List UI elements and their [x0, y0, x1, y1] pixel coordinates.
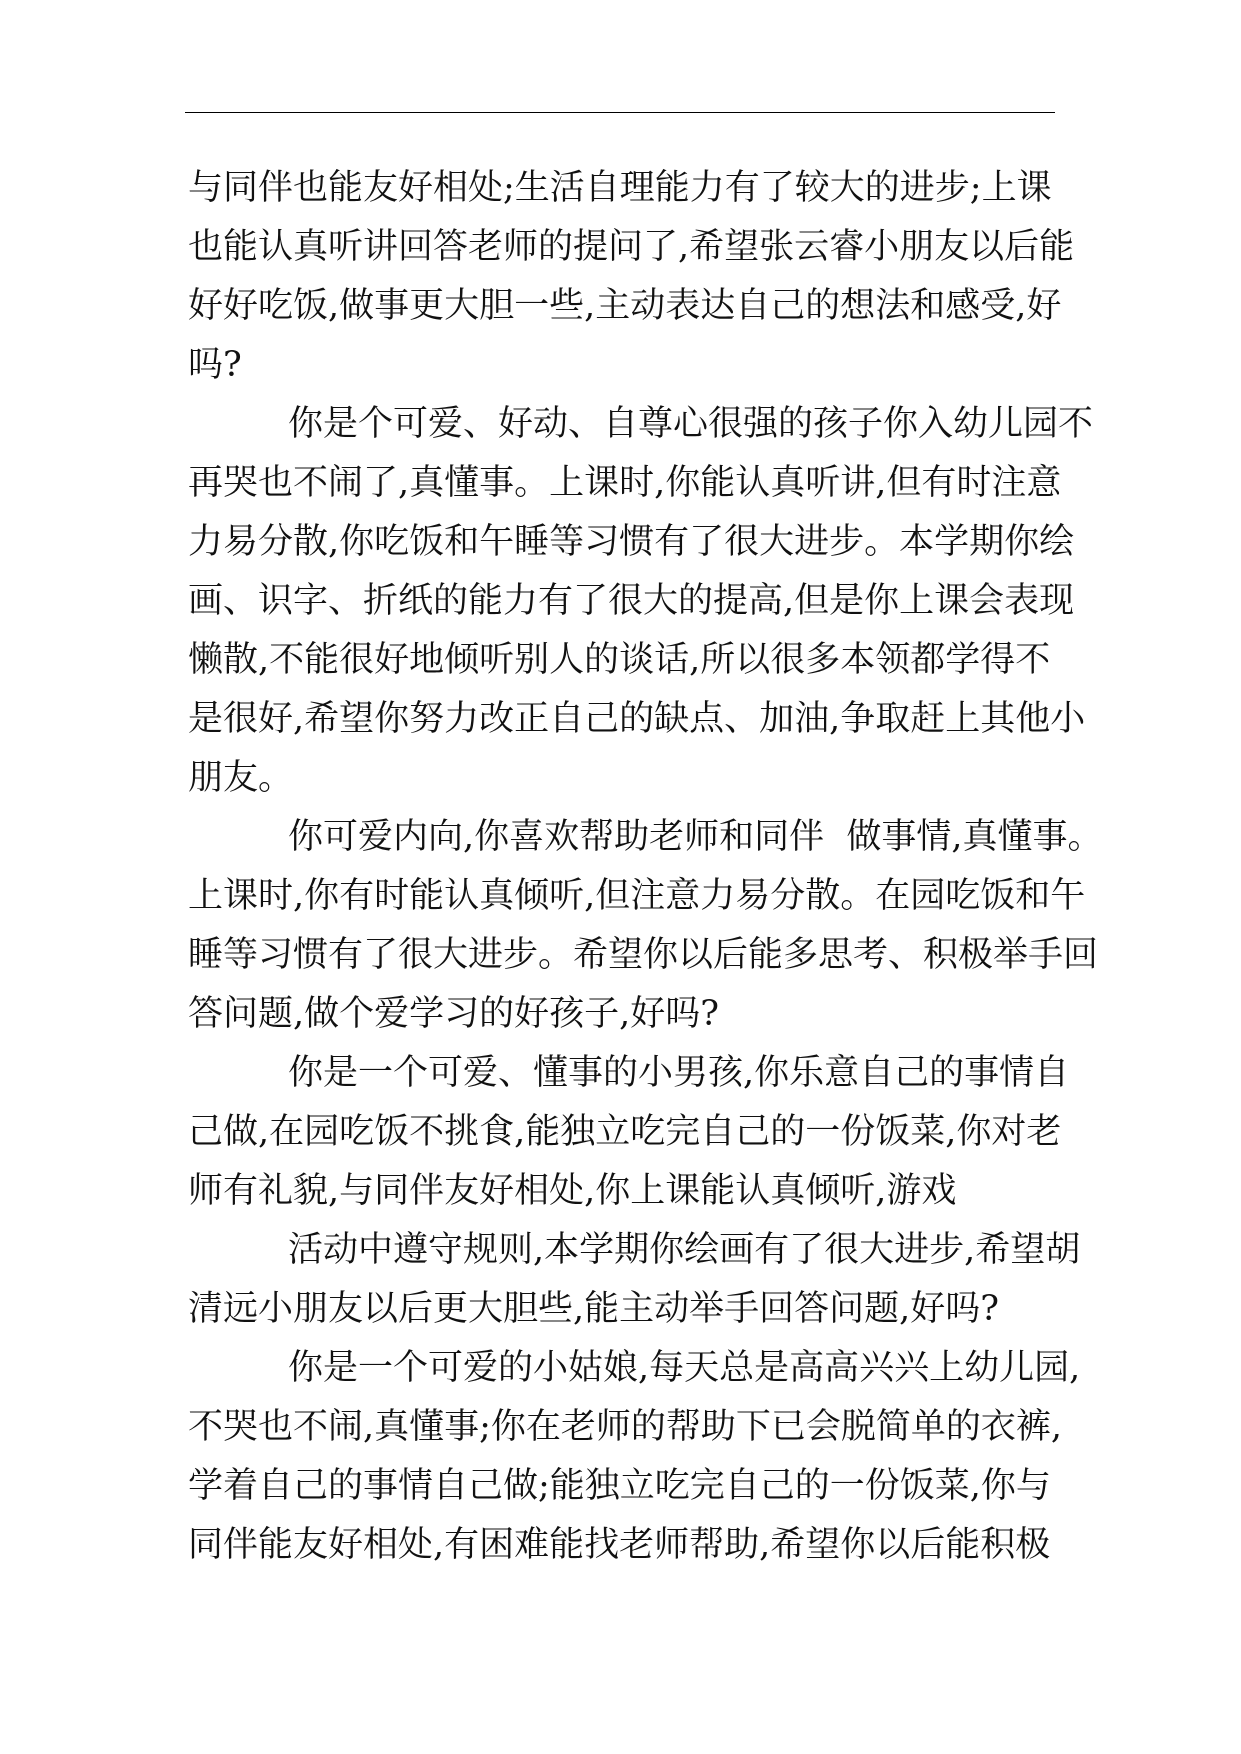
text-line: 好好吃饭,做事更大胆一些,主动表达自己的想法和感受,好: [188, 286, 1062, 326]
text-line: 是很好,希望你努力改正自己的缺点、加油,争取赶上其他小: [188, 699, 1086, 739]
text-line: 上课时,你有时能认真倾听,但注意力易分散。在园吃饭和午: [188, 876, 1086, 916]
text-line: 画、识字、折纸的能力有了很大的提高,但是你上课会表现: [188, 581, 1075, 621]
text-line: 力易分散,你吃饭和午睡等习惯有了很大进步。本学期你绘: [188, 522, 1075, 562]
text-line: 答问题,做个爱学习的好孩子,好吗?: [188, 994, 720, 1034]
text-line: 也能认真听讲回答老师的提问了,希望张云睿小朋友以后能: [188, 227, 1075, 267]
text-line: 师有礼貌,与同伴友好相处,你上课能认真倾听,游戏: [188, 1171, 957, 1211]
header-rule: [185, 112, 1055, 113]
text-line: 不哭也不闹,真懂事;你在老师的帮助下已会脱简单的衣裤,: [188, 1407, 1063, 1447]
text-line: 己做,在园吃饭不挑食,能独立吃完自己的一份饭菜,你对老: [188, 1112, 1062, 1152]
text-line: 睡等习惯有了很大进步。希望你以后能多思考、积极举手回: [188, 935, 1099, 975]
paragraph-first-line: 你是一个可爱的小姑娘,每天总是高高兴兴上幼儿园,: [288, 1348, 1081, 1388]
paragraph-first-line: 你可爱内向,你喜欢帮助老师和同伴 做事情,真懂事。: [288, 817, 1103, 857]
paragraph-first-line: 你是一个可爱、懂事的小男孩,你乐意自己的事情自: [288, 1053, 1070, 1093]
text-line: 清远小朋友以后更大胆些,能主动举手回答问题,好吗?: [188, 1289, 1000, 1329]
text-line: 与同伴也能友好相处;生活自理能力有了较大的进步;上课: [188, 168, 1052, 208]
text-line: 吗?: [188, 345, 242, 385]
text-line: 懒散,不能很好地倾听别人的谈话,所以很多本领都学得不: [188, 640, 1051, 680]
text-line: 学着自己的事情自己做;能独立吃完自己的一份饭菜,你与: [188, 1466, 1051, 1506]
text-line: 再哭也不闹了,真懂事。上课时,你能认真听讲,但有时注意: [188, 463, 1062, 503]
text-line: 朋友。: [188, 758, 294, 798]
text-line: 同伴能友好相处,有困难能找老师帮助,希望你以后能积极: [188, 1525, 1051, 1565]
paragraph-first-line: 你是个可爱、好动、自尊心很强的孩子你入幼儿园不: [288, 404, 1094, 444]
paragraph-first-line: 活动中遵守规则,本学期你绘画有了很大进步,希望胡: [288, 1230, 1081, 1270]
